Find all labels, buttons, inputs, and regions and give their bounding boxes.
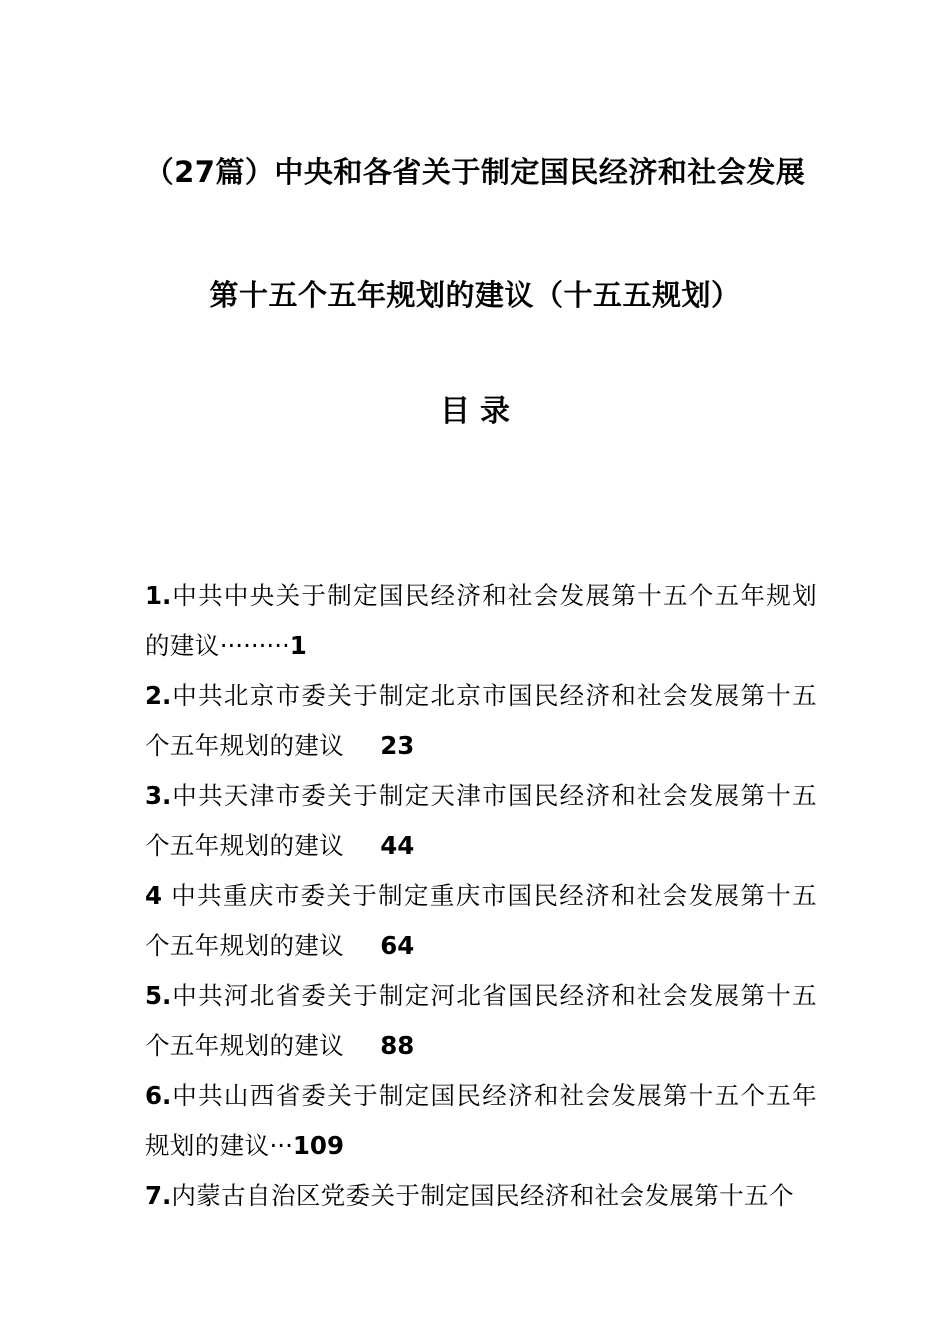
toc-entry[interactable] <box>145 971 817 1071</box>
table-of-contents-list <box>145 571 817 1221</box>
toc-entry-number: 1. <box>145 581 172 610</box>
toc-entry-page-number: 44 <box>380 831 415 860</box>
toc-entry[interactable] <box>145 671 817 771</box>
toc-entry-label: 中共中央关于制定国民经济和社会发展第十五个五年规划的建议 <box>145 581 817 660</box>
toc-entry-label: 内蒙古自治区党委关于制定国民经济和社会发展第十五个 <box>171 1181 794 1210</box>
toc-entry[interactable] <box>145 571 817 671</box>
toc-entry-number: 6. <box>145 1081 172 1110</box>
toc-entry-page-number: 64 <box>380 931 415 960</box>
table-of-contents-heading: 目录 <box>440 394 520 429</box>
toc-entry[interactable] <box>145 1171 817 1221</box>
toc-entry-page-number: 1 <box>289 631 307 660</box>
toc-entry[interactable] <box>145 871 817 971</box>
toc-entry-number: 4 <box>145 881 163 910</box>
toc-entry-label: 中共天津市委关于制定天津市国民经济和社会发展第十五个五年规划的建议 <box>145 781 817 860</box>
toc-entry-number: 2. <box>145 681 172 710</box>
toc-entry-page-number: 109 <box>292 1131 345 1160</box>
page-title-line-2: 第十五个五年规划的建议（十五五规划） <box>209 278 741 312</box>
toc-entry-number: 3. <box>145 781 172 810</box>
toc-entry-page-number: 23 <box>380 731 415 760</box>
toc-entry-label: 中共河北省委关于制定河北省国民经济和社会发展第十五个五年规划的建议 <box>145 981 817 1060</box>
toc-entry-number: 5. <box>145 981 172 1010</box>
toc-entry-number: 7. <box>145 1181 172 1210</box>
toc-entry[interactable] <box>145 771 817 871</box>
toc-entry-label: 中共山西省委关于制定国民经济和社会发展第十五个五年规划的建议 <box>145 1081 817 1160</box>
toc-entry-label: 中共北京市委关于制定北京市国民经济和社会发展第十五个五年规划的建议 <box>145 681 817 760</box>
toc-leader-dots: ········· <box>219 631 290 660</box>
toc-entry[interactable] <box>145 1071 817 1171</box>
toc-leader-dots: ··· <box>269 1131 293 1160</box>
toc-entry-label: 中共重庆市委关于制定重庆市国民经济和社会发展第十五个五年规划的建议 <box>145 881 817 960</box>
page-title-line-1: （27篇）中央和各省关于制定国民经济和社会发展 <box>144 155 806 189</box>
toc-entry-page-number: 88 <box>380 1031 415 1060</box>
